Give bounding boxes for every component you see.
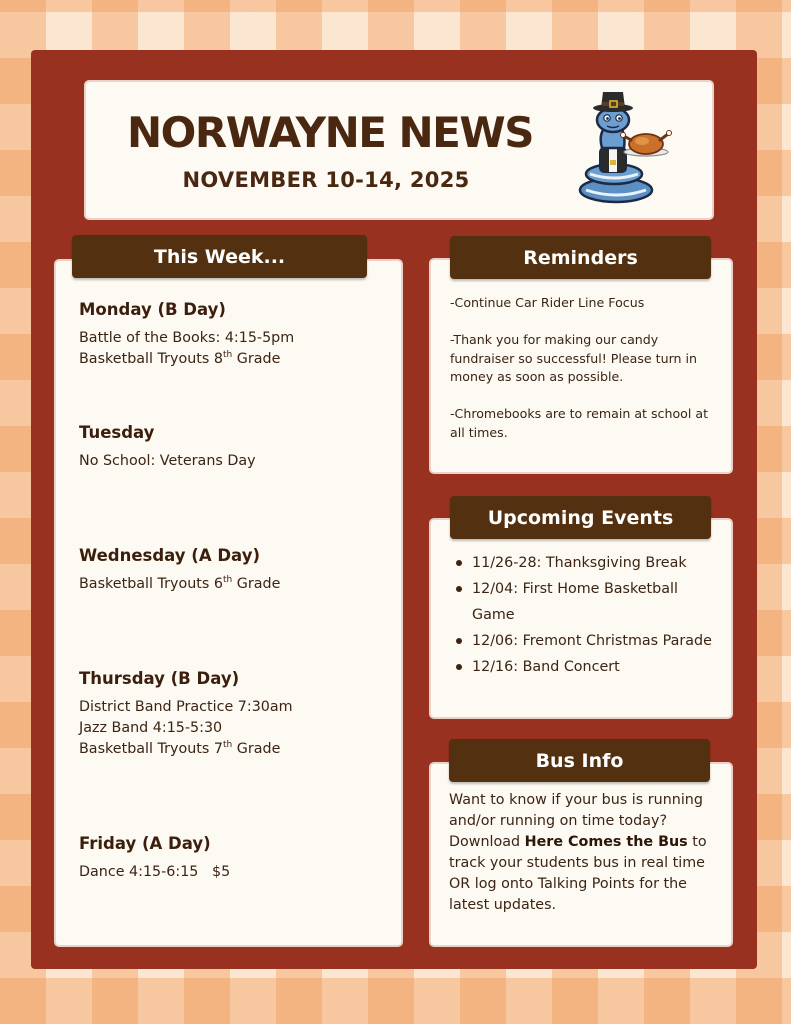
event-line: Jazz Band 4:15-5:30 (79, 720, 223, 736)
day-title: Tuesday (79, 423, 155, 442)
day-thursday (79, 669, 293, 760)
event-line: Basketball Tryouts 8th Grade (79, 350, 281, 367)
day-friday (79, 834, 230, 883)
this-week-heading: This Week... (72, 235, 367, 278)
day-monday (79, 300, 294, 370)
day-tuesday (79, 423, 256, 472)
day-title: Monday (B Day) (79, 300, 226, 319)
bus-info-text (449, 790, 727, 916)
day-title: Thursday (B Day) (79, 669, 240, 688)
reminder-item: -Thank you for making our candy fundraiser so successful! Please turn in money as soon as possible. (450, 332, 697, 384)
day-title: Wednesday (A Day) (79, 546, 260, 565)
bus-info-heading: Bus Info (449, 739, 710, 782)
day-title: Friday (A Day) (79, 834, 211, 853)
list-item: 12/06: Fremont Christmas Parade (452, 628, 724, 654)
bullet-icon (456, 586, 462, 592)
event-line: Battle of the Books: 4:15-5pm (79, 330, 295, 346)
bus-info-intro: Want to know if your bus is running and/or running on time today? (449, 792, 703, 829)
bullet-icon (456, 560, 462, 566)
event-line: No School: Veterans Day (79, 453, 256, 469)
reminder-item: -Chromebooks are to remain at school at all times. (450, 406, 709, 440)
app-name: Here Comes the Bus (524, 834, 688, 850)
reminder-item: -Continue Car Rider Line Focus (450, 295, 645, 310)
event-line: Dance 4:15-6:15 $5 (79, 864, 231, 880)
bus-info-download: Download Here Comes the Bus to track your students bus in real time OR log onto Talking Points for the latest updates. (449, 834, 707, 913)
list-item: 12/16: Band Concert (452, 654, 724, 680)
bullet-icon (456, 664, 462, 670)
event-line: Basketball Tryouts 7th Grade (79, 740, 281, 757)
reminders-heading: Reminders (450, 236, 711, 279)
upcoming-events-heading: Upcoming Events (450, 496, 711, 539)
day-wednesday (79, 546, 280, 595)
event-line: District Band Practice 7:30am (79, 699, 293, 715)
list-item: 12/04: First Home Basketball Game (452, 576, 724, 628)
list-item: 11/26-28: Thanksgiving Break (452, 550, 724, 576)
bullet-icon (456, 638, 462, 644)
event-line: Basketball Tryouts 6th Grade (79, 575, 281, 592)
reminders-list (450, 294, 722, 461)
upcoming-events-list (452, 550, 724, 680)
pilgrim-snake-with-turkey-icon (572, 90, 676, 208)
newsletter-title: NORWAYNE NEWS (127, 108, 533, 157)
newsletter-date: NOVEMBER 10-14, 2025 (182, 168, 470, 192)
